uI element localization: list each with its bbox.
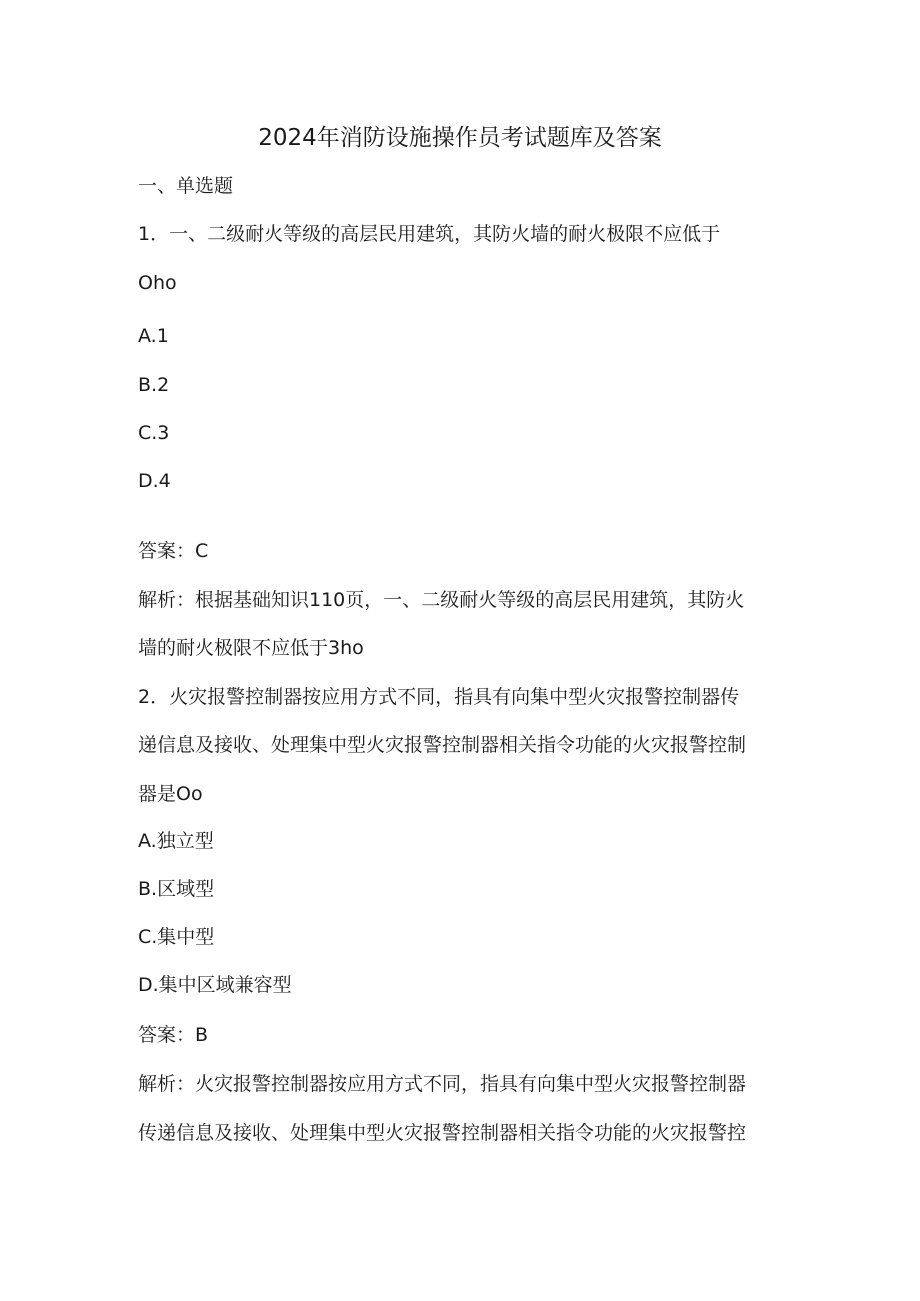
q2-stem-line2: 递信息及接收、处理集中型火灾报警控制器相关指令功能的火灾报警控制	[138, 734, 747, 756]
q2-option-a: A.独立型	[138, 830, 214, 852]
q1-analysis-line1: 解析：根据基础知识110页，一、二级耐火等级的高层民用建筑，其防火	[138, 589, 745, 611]
section-heading: 一、单选题	[138, 175, 234, 197]
q2-analysis-line2: 传递信息及接收、处理集中型火灾报警控制器相关指令功能的火灾报警控	[138, 1122, 747, 1144]
q2-option-c: C.集中型	[138, 926, 215, 948]
q2-analysis-line1: 解析：火灾报警控制器按应用方式不同，指具有向集中型火灾报警控制器	[138, 1073, 747, 1095]
q2-option-b: B.区域型	[138, 878, 215, 900]
q1-stem-line2: Oho	[138, 272, 177, 294]
q1-option-d: D.4	[138, 470, 171, 492]
q1-option-c: C.3	[138, 422, 170, 444]
q1-stem-line1: 1．一、二级耐火等级的高层民用建筑，其防火墙的耐火极限不应低于	[138, 223, 721, 245]
q1-answer: 答案：C	[138, 540, 209, 562]
q2-answer: 答案：B	[138, 1024, 209, 1046]
q1-option-b: B.2	[138, 374, 170, 396]
q1-analysis-line2: 墙的耐火极限不应低于3ho	[138, 637, 364, 659]
q2-option-d: D.集中区域兼容型	[138, 974, 292, 996]
q1-option-a: A.1	[138, 325, 169, 347]
q2-stem-line1: 2．火灾报警控制器按应用方式不同，指具有向集中型火灾报警控制器传	[138, 686, 740, 708]
q2-stem-line3: 器是Oo	[138, 783, 203, 805]
document-title: 2024年消防设施操作员考试题库及答案	[258, 125, 662, 151]
